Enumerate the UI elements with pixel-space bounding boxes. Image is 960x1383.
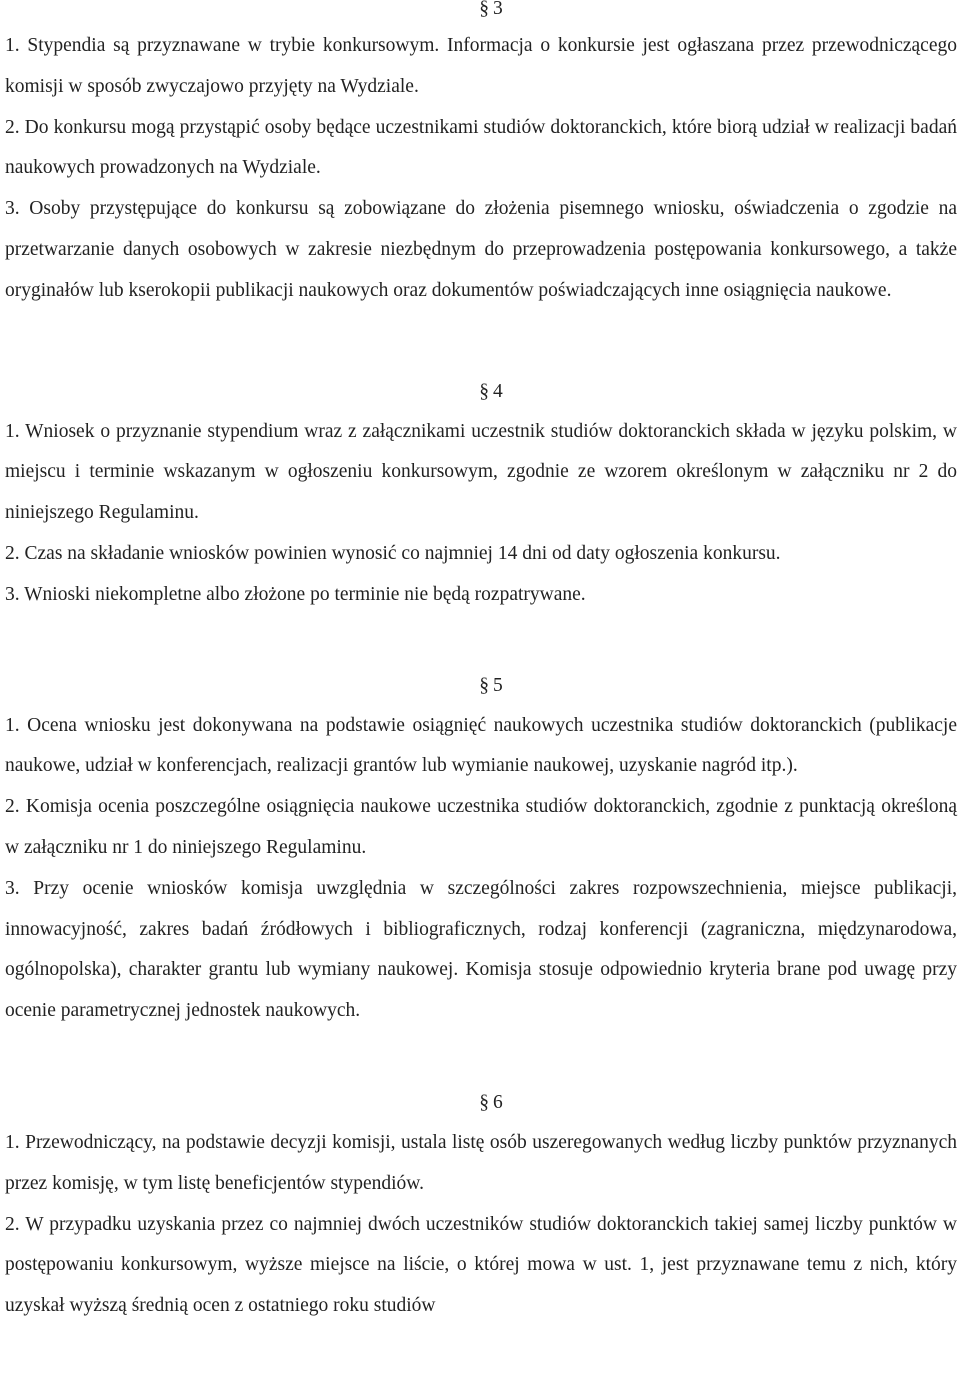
paragraph: 1. Wniosek o przyznanie stypendium wraz z załącznikami uczestnik studiów doktoranckich składa w języku polskim, w miejscu i terminie wskazanym w ogłoszeniu konkursowym, zgodnie ze wzorem określonym w załączniku nr 2 do niniejszego Regulaminu. [5, 420, 957, 524]
paragraph: 1. Przewodniczący, na podstawie decyzji komisji, ustala listę osób uszeregowanych według liczby punktów przyznanych przez komisję, w tym listę beneficjentów stypendiów. [5, 1131, 957, 1194]
section-heading [5, 666, 957, 706]
section-number: 3 [493, 0, 503, 19]
paragraph: 2. W przypadku uzyskania przez co najmniej dwóch uczestników studiów doktoranckich takiej samej liczby punktów w postępowaniu konkursowym, wyższe miejsce na liście, o której mowa w ust. 1, jest przyznawane temu z nich, który uzyskał wyższą średnią ocen z ostatniego roku studiów [5, 1213, 957, 1317]
paragraph: 3. Przy ocenie wniosków komisja uwzględnia w szczególności zakres rozpowszechnienia, miejsce publikacji, innowacyjność, zakres badań źródłowych i bibliograficznych, rodzaj konferencji (zagraniczna, międzynarodowa, ogólnopolska), charakter grantu lub wymiany naukowej. Komisja stosuje odpowiednio kryteria brane pod uwagę przy ocenie parametrycznej jednostek naukowych. [5, 877, 957, 1022]
section-heading [5, 0, 957, 26]
section-symbol: § [479, 1091, 489, 1113]
section-4 [5, 372, 957, 616]
section-number: 4 [493, 380, 503, 402]
section-number: 6 [493, 1091, 503, 1113]
section-number: 5 [493, 674, 503, 696]
paragraph: 2. Do konkursu mogą przystąpić osoby będące uczestnikami studiów doktoranckich, które biorą udział w realizacji badań naukowych prowadzonych na Wydziale. [5, 116, 957, 179]
regulation-document [5, 0, 957, 1327]
section-symbol: § [479, 0, 489, 19]
paragraph: 3. Osoby przystępujące do konkursu są zobowiązane do złożenia pisemnego wniosku, oświadczenia o zgodzie na przetwarzanie danych osobowych w zakresie niezbędnym do przeprowadzenia postępowania konkursowego, a także oryginałów lub kserokopii publikacji naukowych oraz dokumentów poświadczających inne osiągnięcia naukowe. [5, 198, 957, 301]
paragraph: 3. Wnioski niekompletne albo złożone po terminie nie będą rozpatrywane. [5, 583, 586, 605]
section-5 [5, 666, 957, 1032]
section-3 [5, 0, 957, 312]
section-heading [5, 372, 957, 412]
section-6 [5, 1083, 957, 1327]
paragraph: 1. Stypendia są przyznawane w trybie konkursowym. Informacja o konkursie jest ogłaszana przez przewodniczącego komisji w sposób zwyczajowo przyjęty na Wydziale. [5, 35, 957, 97]
section-heading [5, 1083, 957, 1123]
paragraph: 1. Ocena wniosku jest dokonywana na podstawie osiągnięć naukowych uczestnika studiów doktoranckich (publikacje naukowe, udział w konferencjach, realizacji grantów lub wymianie naukowej, uzyskanie nagród itp.). [5, 714, 957, 777]
section-symbol: § [479, 380, 489, 402]
section-symbol: § [479, 674, 489, 696]
paragraph: 2. Komisja ocenia poszczególne osiągnięcia naukowe uczestnika studiów doktoranckich, zgodnie z punktacją określoną w załączniku nr 1 do niniejszego Regulaminu. [5, 796, 957, 858]
paragraph: 2. Czas na składanie wniosków powinien wynosić co najmniej 14 dni od daty ogłoszenia konkursu. [5, 542, 781, 564]
